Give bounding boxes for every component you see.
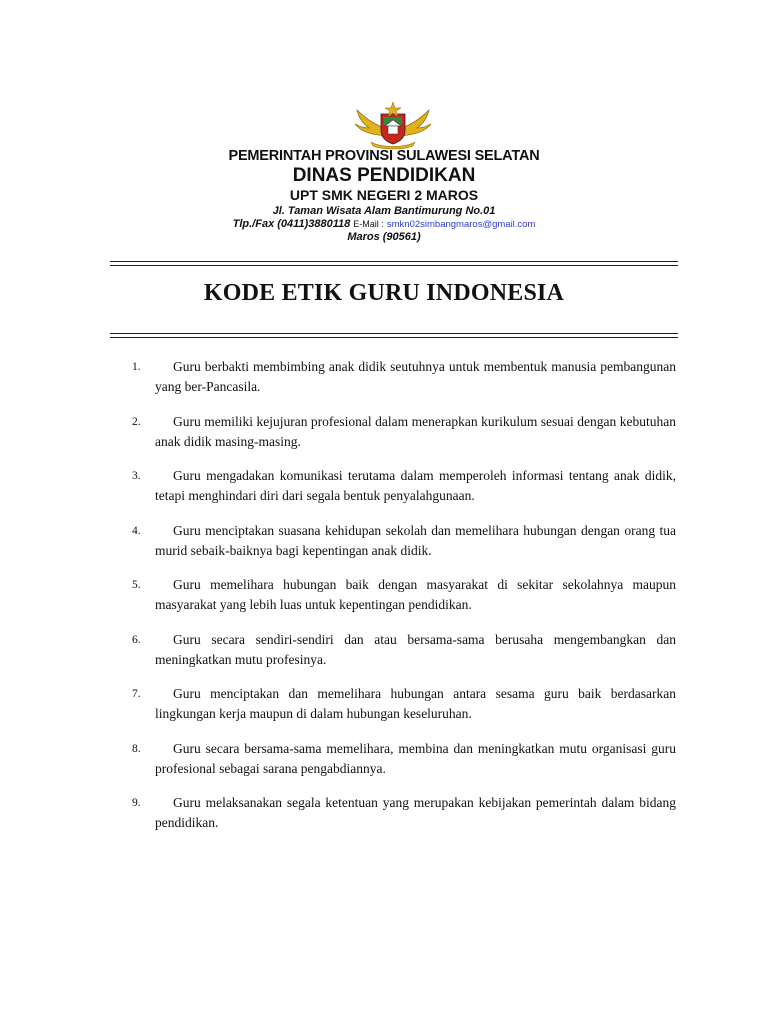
list-item bbox=[132, 739, 676, 779]
item-number: 5. bbox=[132, 579, 141, 591]
item-text: Guru secara bersama-sama memelihara, membina dan meningkatkan mutu organisasi guru profesional sebagai sarana pengabdiannya. bbox=[155, 740, 676, 776]
item-text: Guru berbakti membimbing anak didik seutuhnya untuk membentuk manusia pembangunan yang ber-Pancasila. bbox=[155, 359, 676, 394]
item-text: Guru mengadakan komunikasi terutama dalam memperoleh informasi tentang anak didik, tetapi menghindari diri dari segala bentuk penyalahgunaan. bbox=[155, 468, 676, 503]
provincial-emblem-icon bbox=[351, 100, 435, 150]
item-number: 6. bbox=[132, 633, 141, 646]
item-number: 4. bbox=[132, 524, 141, 537]
item-number: 1. bbox=[132, 361, 141, 373]
list-item bbox=[132, 521, 676, 561]
letterhead-address: Jl. Taman Wisata Alam Bantimurung No.01 bbox=[272, 205, 496, 217]
letterhead-email[interactable]: smkn02simbangmaros@gmail.com bbox=[386, 219, 536, 230]
item-text: Guru memiliki kejujuran profesional dalam menerapkan kurikulum sesuai dengan kebutuhan anak didik masing-masing. bbox=[155, 413, 676, 449]
item-number: 8. bbox=[132, 742, 141, 755]
list-item bbox=[132, 412, 676, 452]
list-item bbox=[132, 357, 676, 397]
letterhead-agency: DINAS PENDIDIKAN bbox=[292, 165, 476, 186]
item-text: Guru memelihara hubungan baik dengan masyarakat di sekitar sekolahnya maupun masyarakat yang lebih luas untuk kepentingan pendidikan. bbox=[155, 577, 676, 612]
letterhead-divider-top bbox=[110, 261, 678, 262]
letterhead-email-label: E-Mail : bbox=[353, 219, 384, 229]
code-of-ethics-list bbox=[132, 357, 676, 848]
item-number: 7. bbox=[132, 688, 141, 700]
letterhead-city: Maros (90561) bbox=[347, 231, 421, 243]
list-item bbox=[132, 575, 676, 615]
title-divider-bottom bbox=[110, 337, 678, 338]
list-item bbox=[132, 684, 676, 724]
item-number: 3. bbox=[132, 470, 141, 482]
item-number: 2. bbox=[132, 415, 141, 428]
letterhead-school: UPT SMK NEGERI 2 MAROS bbox=[289, 187, 479, 203]
letterhead-contact bbox=[0, 218, 768, 230]
letterhead-divider-bottom bbox=[110, 265, 678, 266]
list-item bbox=[132, 793, 676, 833]
list-item bbox=[132, 466, 676, 506]
item-text: Guru menciptakan suasana kehidupan sekolah dan memelihara hubungan dengan orang tua murid sebaik-baiknya bagi kepentingan anak didik. bbox=[155, 522, 676, 558]
list-item bbox=[132, 630, 676, 670]
item-text: Guru secara sendiri-sendiri dan atau bersama-sama berusaha mengembangkan dan meningkatkan mutu profesinya. bbox=[155, 631, 676, 667]
item-number: 9. bbox=[132, 797, 141, 809]
document-title: KODE ETIK GURU INDONESIA bbox=[203, 280, 565, 306]
letterhead-government: PEMERINTAH PROVINSI SULAWESI SELATAN bbox=[228, 148, 540, 164]
title-divider-top bbox=[110, 333, 678, 334]
letterhead-phone: Tlp./Fax (0411)3880118 bbox=[232, 218, 351, 230]
item-text: Guru menciptakan dan memelihara hubungan antara sesama guru baik berdasarkan lingkungan kerja maupun di dalam hubungan keseluruhan. bbox=[155, 686, 676, 721]
item-text: Guru melaksanakan segala ketentuan yang merupakan kebijakan pemerintah dalam bidang pendidikan. bbox=[155, 795, 676, 830]
